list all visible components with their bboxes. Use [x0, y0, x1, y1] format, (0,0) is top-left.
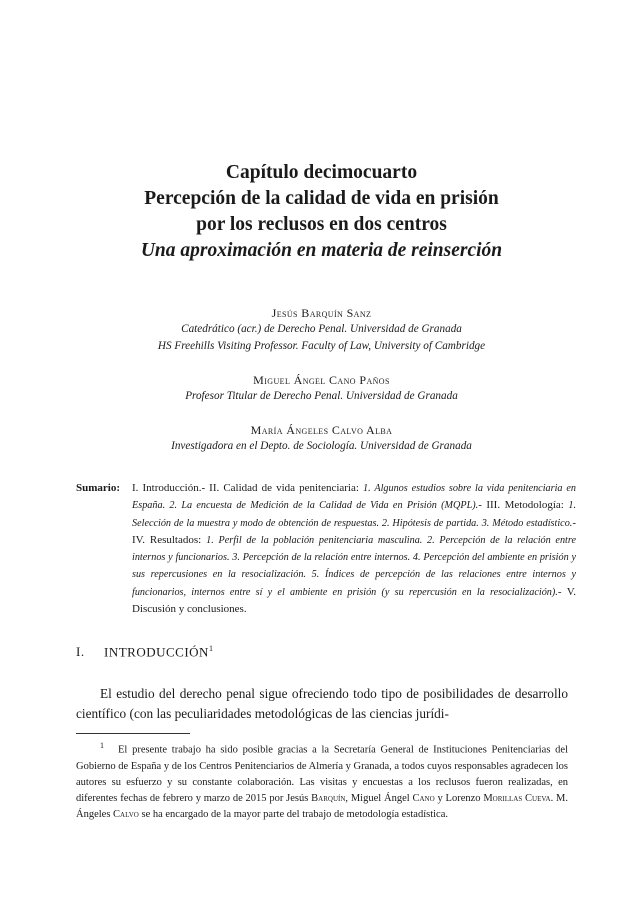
- summary-segment: - V. Discusión y conclusiones.: [132, 585, 576, 616]
- footnote-author-name: Calvo: [113, 808, 139, 820]
- section-heading: [76, 644, 213, 660]
- summary-segment: I. Introducción.- II. Calidad de vida penitenciaria:: [132, 482, 364, 494]
- footnote: [76, 738, 568, 823]
- footnote-text: . M. Ángeles: [76, 792, 569, 820]
- author-name: Miguel Ángel Cano Paños: [253, 373, 390, 387]
- chapter-number: Capítulo decimocuarto: [225, 162, 418, 183]
- footnote-author-name: Barquín: [311, 792, 346, 804]
- chapter-subtitle: Una aproximación en materia de reinserción: [140, 240, 503, 261]
- footnote-text: El presente trabajo ha sido posible gracias a la Secretaría General de Instituciones Penitenciarias del Gobierno de España y de los Centros Penitenciarios de Almería y Granada, a todos cuyos responsables agradecen los autores su esfuerzo y su constante colaboración. Las visitas y encuestas a los reclusos fueron realizadas, en diferentes fechas de febrero y marzo de 2015 por Jesús: [76, 744, 568, 804]
- author-affiliation: Catedrático (acr.) de Derecho Penal. Universidad de Granada: [181, 323, 462, 335]
- author-1: [40, 306, 603, 355]
- footnote-reference[interactable]: 1: [208, 644, 214, 653]
- author-affiliation: HS Freehills Visiting Professor. Faculty of Law, University of Cambridge: [157, 340, 486, 352]
- footnote-author-name: Cano: [412, 792, 435, 804]
- summary-text: [132, 480, 576, 617]
- chapter-title-block: [60, 160, 583, 264]
- footnote-separator: [76, 733, 190, 734]
- author-2: [40, 373, 603, 405]
- author-name: María Ángeles Calvo Alba: [250, 423, 393, 437]
- author-3: [40, 423, 603, 455]
- author-affiliation: Profesor Titular de Derecho Penal. Universidad de Granada: [185, 390, 458, 402]
- author-affiliation: Investigadora en el Depto. de Sociología. Universidad de Granada: [171, 440, 472, 452]
- footnote-text: se ha encargado de la mayor parte del trabajo de metodología estadística.: [138, 808, 448, 820]
- footnote-mark: 1: [100, 741, 104, 750]
- summary-block: [76, 480, 576, 617]
- authors-block: [40, 306, 603, 473]
- summary-segment: 1. Selección de la muestra y modo de obtención de respuestas. 2. Hipótesis de partida. 3. Método estadístico.: [132, 500, 576, 529]
- chapter-title-line-2: por los reclusos en dos centros: [196, 214, 447, 235]
- summary-segment: 1. Perfil de la población penitenciaria masculina. 2. Percepción de la relación entre internos y funcionarios. 3. Percepción de la relación entre internos. 4. Percepción del ambiente en prisión y sus repercusiones en la resocialización. 5. Índices de percepción de las relaciones entre internos y funcionarios, internos entre sí y el ambiente en prisión (y su repercusión en la resocialización).: [132, 534, 576, 598]
- author-name: Jesús Barquín Sanz: [271, 306, 372, 320]
- summary-segment: - IV. Resultados:: [132, 516, 576, 546]
- footnote-text: y Lorenzo: [434, 792, 484, 804]
- summary-segment: - III. Metodología:: [478, 499, 569, 512]
- chapter-title-line-1: Percepción de la calidad de vida en prisión: [144, 188, 499, 209]
- body-paragraph: El estudio del derecho penal sigue ofreciendo todo tipo de posibilidades de desarrollo científico (con las peculiaridades metodológicas de las ciencias jurídi-: [76, 686, 568, 721]
- section-title: INTRODUCCIÓN: [104, 644, 209, 660]
- summary-label: Sumario:: [76, 482, 120, 494]
- section-number: I.: [76, 644, 85, 660]
- footnote-text: , Miguel Ángel: [345, 792, 413, 804]
- summary-segment: 1. Algunos estudios sobre la vida penitenciaria en España. 2. La encuesta de Medición de la Calidad de Vida en Prisión (MQPL).: [132, 483, 577, 512]
- footnote-author-name: Morillas Cueva: [483, 792, 551, 804]
